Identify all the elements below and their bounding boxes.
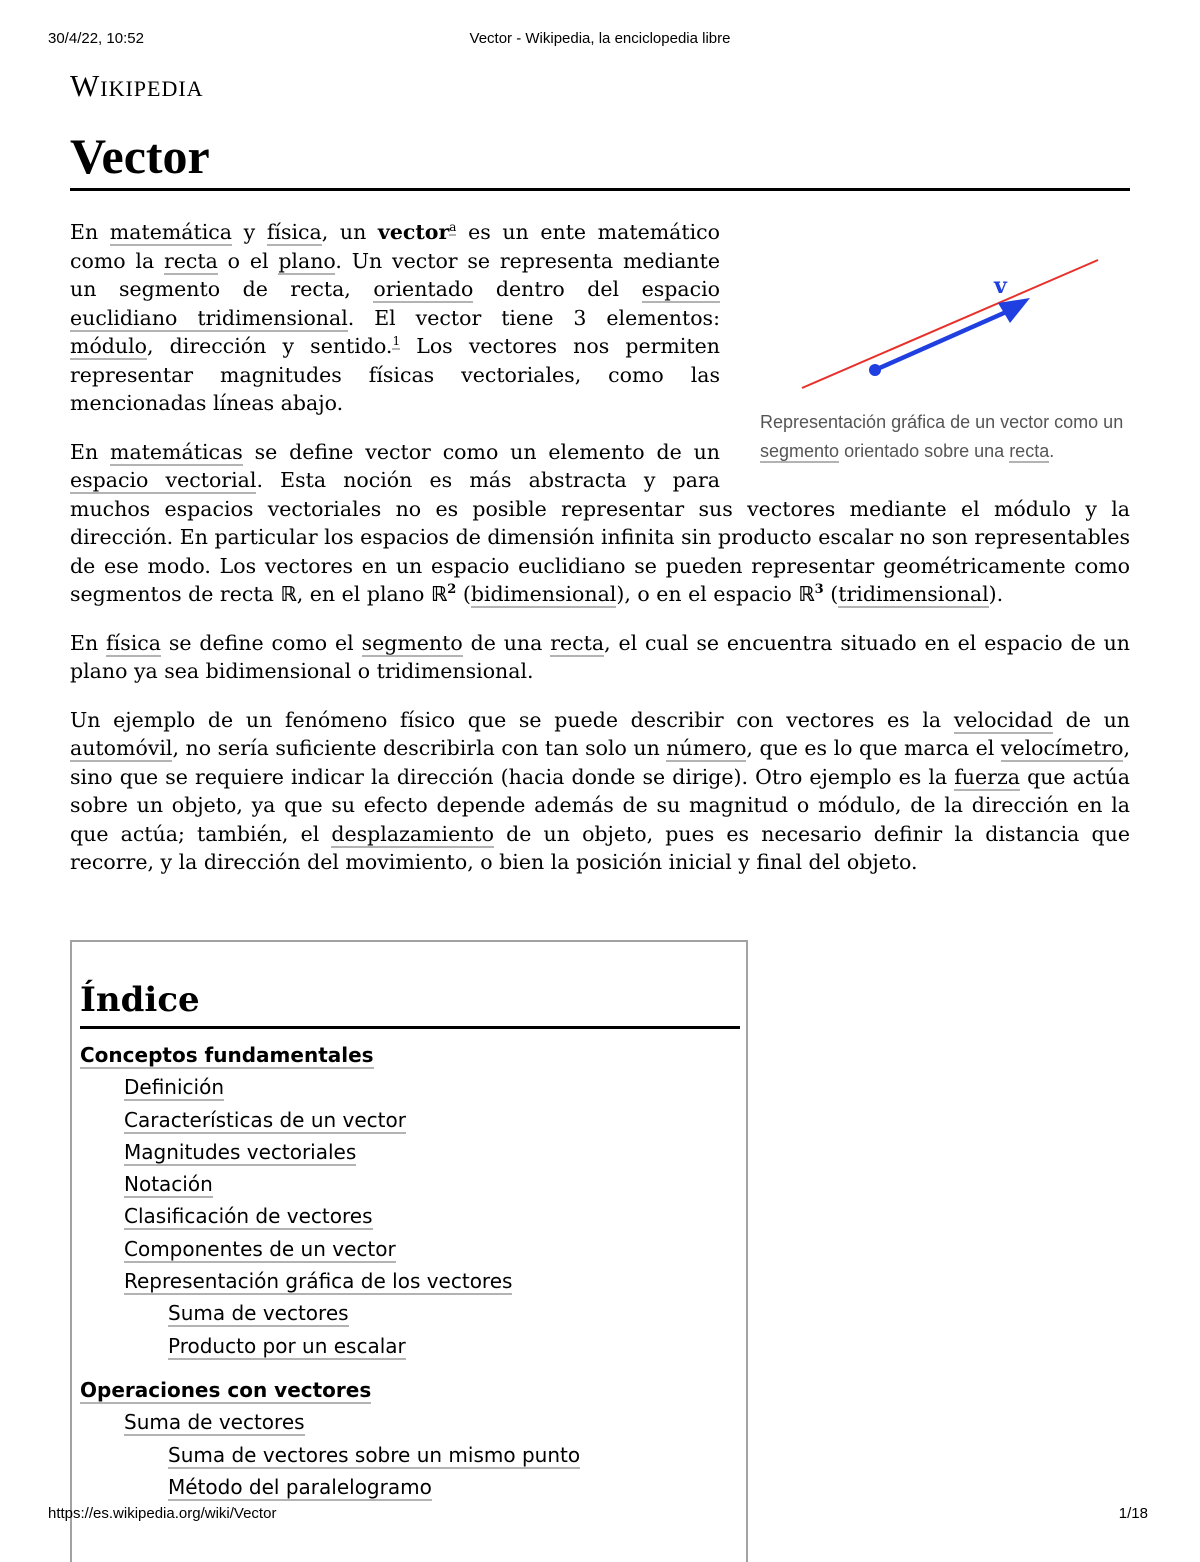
vector-diagram[interactable] (760, 228, 1130, 398)
term-vector: vector (377, 220, 450, 244)
link-desplazamiento[interactable]: desplazamiento (331, 821, 495, 846)
toc-item-label[interactable]: Suma de vectores sobre un mismo punto (168, 1442, 581, 1467)
text: . Esta noción es más abstracta y para muchos espacios vectoriales no es posible representar sus vectores mediante el módulo y la dirección. En particular los espacios de dimensión infinita sin producto escalar no son representables de ese modo. Los vectores en un espacio euclidiano se pueden representar geométricamente como segmentos de recta (70, 468, 1130, 606)
page-title: Vector (70, 128, 210, 184)
caption-link-segmento[interactable]: segmento (760, 440, 840, 461)
toc-spacer (80, 1363, 580, 1375)
text: En (70, 630, 107, 655)
caption-text: . (1049, 440, 1055, 461)
toc-item-label[interactable]: Magnitudes vectoriales (124, 1139, 357, 1164)
vector-arrow-shaft (875, 305, 1022, 370)
text: Los vectores nos permiten representar magnitudes físicas vectoriales, como las mencionadas líneas abajo. (70, 334, 720, 415)
text: es un ente matemático como la (70, 220, 720, 273)
math-exponent: 3 (814, 582, 824, 598)
link-fisica[interactable]: física (106, 630, 161, 655)
toc-item-label[interactable]: Componentes de un vector (124, 1236, 396, 1261)
text: . Un vector se representa mediante un segmento de recta, (70, 248, 720, 301)
toc-item[interactable] (80, 1266, 580, 1298)
link-recta[interactable]: recta (550, 630, 605, 655)
paragraph-fisica (70, 629, 1130, 686)
text: En (70, 220, 110, 244)
text: , el cual se encuentra situado en el espacio de un plano ya sea bidimensional o tridimensional. (70, 630, 1130, 683)
text: que actúa sobre un objeto, ya que su efecto depende además de su magnitud o módulo, de la dirección en la que actúa; también, el (70, 764, 1130, 846)
toc-item[interactable] (80, 1040, 580, 1072)
link-velocidad[interactable]: velocidad (953, 707, 1053, 732)
text: ). (988, 582, 1004, 606)
text: se define como el (160, 630, 362, 655)
text: de un (1052, 707, 1130, 732)
toc-list (80, 1040, 580, 1504)
link-velocimetro[interactable]: velocímetro (1000, 736, 1124, 760)
link-espacio-vectorial[interactable]: espacio vectorial (70, 468, 257, 492)
toc-item-label[interactable]: Conceptos fundamentales (80, 1043, 374, 1067)
text: ( (823, 582, 839, 606)
link-plano[interactable]: plano (278, 248, 336, 273)
link-fuerza[interactable]: fuerza (954, 764, 1020, 789)
toc-item-label[interactable]: Clasificación de vectores (124, 1204, 373, 1229)
toc-item[interactable] (80, 1440, 580, 1472)
toc-item-label[interactable]: Método del paralelogramo (168, 1474, 432, 1499)
table-of-contents (70, 940, 748, 1562)
toc-item-label[interactable]: Características de un vector (124, 1107, 406, 1132)
toc-item-label[interactable]: Suma de vectores (124, 1410, 305, 1435)
text: Un ejemplo de un fenómeno físico que se puede describir con vectores es la (70, 707, 954, 732)
title-divider (70, 188, 1130, 191)
text: , no sería suficiente describirla con tan solo un (172, 736, 667, 760)
toc-item[interactable] (80, 1234, 580, 1266)
vector-figure (760, 228, 1130, 465)
red-line (802, 260, 1098, 388)
text: ), o en el espacio (616, 582, 799, 606)
paragraph-ejemplo (70, 706, 1130, 877)
print-datetime: 30/4/22, 10:52 (48, 30, 144, 47)
text: En (70, 439, 111, 464)
text: dentro del (473, 277, 642, 301)
toc-divider (80, 1026, 740, 1029)
toc-item-label[interactable]: Definición (124, 1075, 224, 1100)
toc-item[interactable] (80, 1137, 580, 1169)
toc-item[interactable] (80, 1105, 580, 1137)
link-segmento[interactable]: segmento (361, 630, 463, 655)
toc-item[interactable] (80, 1331, 580, 1363)
text: o el (217, 248, 279, 273)
text: , en el plano (296, 582, 431, 606)
toc-item[interactable] (80, 1472, 580, 1504)
link-recta[interactable]: recta (164, 248, 218, 273)
caption-text: orientado sobre una (839, 440, 1010, 461)
vector-origin-point (869, 364, 881, 376)
link-modulo[interactable]: módulo (70, 334, 148, 358)
text: ( (456, 582, 471, 606)
text: , sino que se requiere indicar la dirección (hacia donde se dirige). Otro ejemplo es la (70, 736, 1131, 789)
link-automovil[interactable]: automóvil (70, 736, 173, 760)
print-page-title: Vector - Wikipedia, la enciclopedia libre (469, 30, 731, 47)
toc-item[interactable] (80, 1375, 580, 1407)
toc-item[interactable] (80, 1072, 580, 1104)
print-url: https://es.wikipedia.org/wiki/Vector (48, 1505, 277, 1522)
toc-item-label[interactable]: Suma de vectores (168, 1301, 349, 1326)
toc-item[interactable] (80, 1169, 580, 1201)
math-r2: ℝ (430, 582, 448, 606)
toc-item-label[interactable]: Producto por un escalar (168, 1333, 406, 1358)
math-exponent: 2 (447, 582, 457, 598)
text: se define vector como un elemento de un (242, 439, 720, 464)
footnote-1[interactable]: 1 (392, 334, 401, 349)
caption-text: Representación gráfica de un vector como un (760, 412, 1124, 432)
toc-item-label[interactable]: Notación (124, 1172, 213, 1197)
print-page-number: 1/18 (1118, 1505, 1148, 1522)
wikipedia-logo[interactable]: Wikipedia (70, 68, 204, 103)
text: . El vector tiene 3 elementos: (347, 305, 720, 330)
text: , un (321, 220, 378, 244)
toc-item-label[interactable]: Representación gráfica de los vectores (124, 1269, 513, 1294)
link-matematicas[interactable]: matemáticas (110, 439, 243, 464)
text: y (232, 220, 267, 244)
text: , que es lo que marca el (746, 736, 1001, 760)
toc-item[interactable] (80, 1407, 580, 1439)
link-espacio-euclidiano[interactable]: espacio euclidiano tridimensional (70, 277, 720, 330)
text: de un objeto, pues es necesario definir la distancia que recorre, y la dirección del movimiento, o bien la posición inicial y final del objeto. (70, 821, 1130, 874)
toc-item[interactable] (80, 1201, 580, 1233)
article-body (70, 218, 1130, 897)
link-fisica[interactable]: física (266, 220, 322, 244)
toc-item-label[interactable]: Operaciones con vectores (80, 1377, 372, 1402)
toc-title: Índice (80, 980, 200, 1020)
vector-label: v (994, 273, 1007, 299)
link-bidimensional[interactable]: bidimensional (470, 582, 617, 606)
link-orientado[interactable]: orientado (373, 277, 474, 301)
toc-item[interactable] (80, 1298, 580, 1330)
footnote-a[interactable]: a (449, 220, 457, 235)
math-r3: ℝ (798, 582, 815, 606)
caption-link-recta[interactable]: recta (1009, 440, 1050, 461)
link-numero[interactable]: número (666, 736, 747, 760)
math-r: ℝ (280, 582, 297, 606)
text: de una (462, 630, 551, 655)
text: , dirección y sentido. (147, 334, 393, 358)
figure-caption (760, 408, 1130, 465)
link-tridimensional[interactable]: tridimensional (838, 582, 989, 606)
link-matematica[interactable]: matemática (109, 220, 232, 244)
